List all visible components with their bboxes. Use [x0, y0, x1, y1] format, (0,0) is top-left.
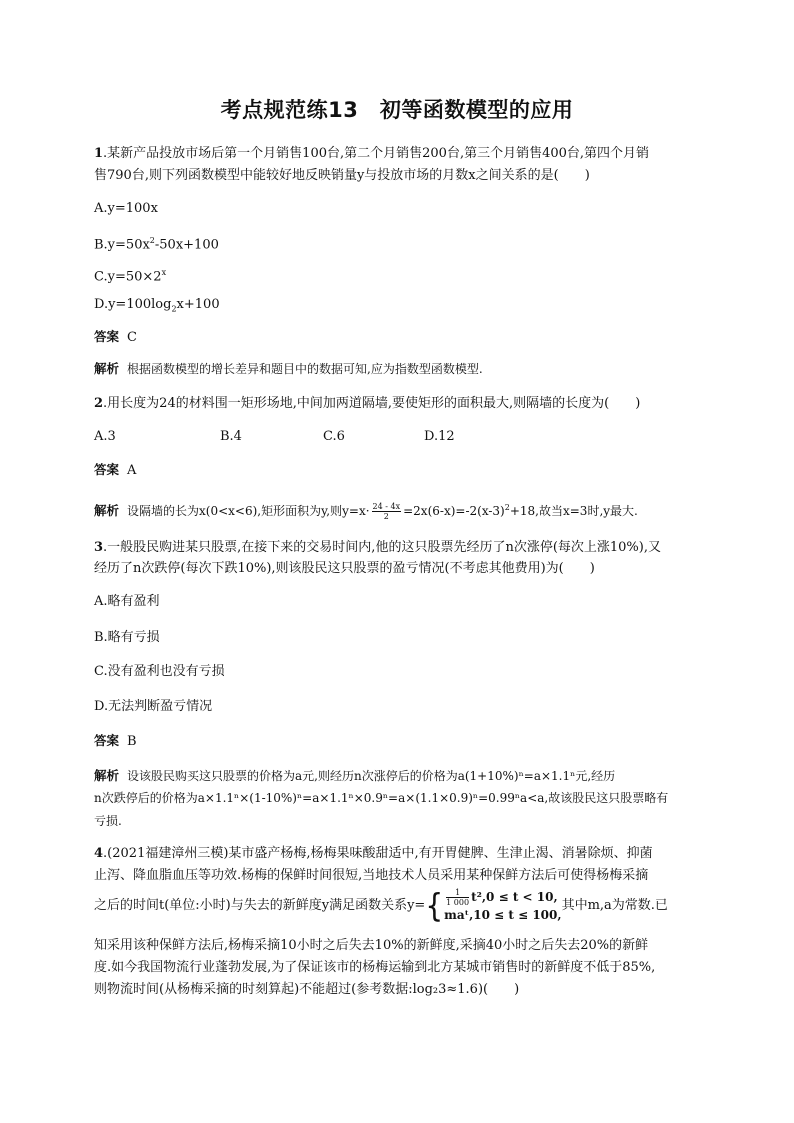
- question-3-line2: 经历了n次跌停(每次下跌10%),则该股民这只股票的盈亏情况(不考虑其他费用)为( ): [94, 561, 595, 576]
- question-4-line5: 度.如今我国物流行业蓬勃发展,为了保证该市的杨梅运输到北方某城市销售时的新鲜度不低于85%,: [94, 960, 656, 975]
- question-1-text: [94, 142, 704, 165]
- fraction: [372, 502, 402, 521]
- fraction-denominator: 2: [383, 512, 389, 521]
- q3-answer: [94, 729, 704, 753]
- q2-option-b: B.4: [220, 429, 242, 444]
- q1-option-c: [94, 261, 704, 288]
- q3-analysis-line1: [94, 764, 704, 788]
- q1-option-c-text: C.y=50×2: [94, 269, 162, 285]
- analysis-text: 设该股民购买这只股票的价格为a元,则经历n次涨停后的价格为a(1+10%)ⁿ=a×1.1ⁿ元,经历: [127, 769, 616, 783]
- analysis-text-mid: =2x(6-x)=-2(x-3): [403, 504, 505, 518]
- case-1-expression: t²,0 ≤ t < 10,: [471, 889, 558, 904]
- q2-option-d: D.12: [424, 429, 455, 444]
- q1-option-d-text: D.y=100log: [94, 297, 172, 312]
- q1-option-d: [94, 293, 704, 321]
- left-brace-icon: {: [425, 885, 444, 924]
- case-1: [444, 888, 561, 907]
- q1-analysis: [94, 357, 704, 381]
- question-3-line1: .一般股民购进某只股票,在接下来的交易时间内,他的这只股票先经历了n次涨停(每次上涨10%),又: [103, 540, 661, 555]
- question-number: 4: [94, 846, 104, 861]
- q1-option-d-rest: x+100: [176, 297, 220, 312]
- fraction-numerator: 24 - 4x: [372, 502, 401, 511]
- superscript: 2: [504, 503, 510, 512]
- question-4-line2: 止泻、降血脂血压等功效.杨梅的保鲜时间很短,当地技术人员采用某种保鲜方法后可使得杨梅采摘: [94, 868, 649, 883]
- q1-option-b-rest: -50x+100: [154, 237, 219, 253]
- question-1-line2: 售790台,则下列函数模型中能较好地反映销量y与投放市场的月数x之间关系的是( ): [94, 168, 590, 183]
- q1-option-b-text: B.y=50x: [94, 237, 150, 253]
- question-number: 1: [94, 146, 104, 161]
- question-4-line3-end: 其中m,a为常数.已: [561, 898, 668, 913]
- q2-option-a: A.3: [94, 429, 116, 444]
- question-2-line1: .用长度为24的材料围一矩形场地,中间加两道隔墙,要使矩形的面积最大,则隔墙的长度为( ): [103, 396, 641, 411]
- question-number: 3: [94, 540, 104, 555]
- fraction-denominator: 1 000: [446, 897, 470, 907]
- piecewise-function: [425, 885, 562, 924]
- fraction: [446, 888, 469, 907]
- q3-option-b: B.略有亏损: [94, 630, 160, 645]
- q2-analysis: [94, 496, 704, 523]
- analysis-text: 设隔墙的长为x(0<x<6),矩形面积为y,则y=x·: [127, 504, 370, 518]
- analysis-label: 解析: [94, 503, 120, 518]
- answer-label: 答案: [94, 733, 120, 748]
- analysis-text-end: +18,故当x=3时,y最大.: [509, 504, 638, 518]
- q1-answer: [94, 325, 704, 349]
- page-title: 考点规范练13 初等函数模型的应用: [220, 98, 574, 122]
- q2-answer: [94, 458, 704, 482]
- fraction-numerator: 1: [446, 888, 469, 898]
- analysis-label: 解析: [94, 768, 120, 783]
- superscript: x: [161, 268, 167, 277]
- subscript: 2: [171, 304, 177, 314]
- question-2-text: [94, 392, 704, 415]
- question-4-line3: [94, 886, 704, 926]
- question-number: 2: [94, 396, 104, 411]
- question-3-text: [94, 536, 704, 559]
- answer-value: A: [127, 463, 137, 478]
- question-4-text: [94, 842, 704, 865]
- question-4-line3-text: 之后的时间t(单位:小时)与失去的新鲜度y满足函数关系y=: [94, 898, 426, 913]
- superscript: 2: [149, 236, 155, 245]
- q3-option-d: D.无法判断盈亏情况: [94, 699, 213, 714]
- q1-option-a: A.y=100x: [94, 201, 158, 216]
- answer-value: C: [127, 330, 137, 345]
- piecewise-cases: [444, 888, 561, 924]
- question-4-line4: 知采用该种保鲜方法后,杨梅采摘10小时之后失去10%的新鲜度,采摘40小时之后失去20%的新鲜: [94, 938, 649, 953]
- question-4-line1: .(2021福建漳州三模)某市盛产杨梅,杨梅果味酸甜适中,有开胃健脾、生津止渴、消暑除烦、抑菌: [103, 846, 653, 861]
- case-2: maᵗ,10 ≤ t ≤ 100,: [444, 907, 562, 922]
- q3-option-a: A.略有盈利: [94, 594, 160, 609]
- analysis-label: 解析: [94, 361, 120, 376]
- answer-label: 答案: [94, 462, 120, 477]
- answer-value: B: [127, 734, 137, 749]
- q3-option-c: C.没有盈利也没有亏损: [94, 664, 225, 679]
- question-4-line6: 则物流时间(从杨梅采摘的时刻算起)不能超过(参考数据:log₂3≈1.6)( ): [94, 982, 520, 997]
- answer-label: 答案: [94, 329, 120, 344]
- analysis-text: 根据函数模型的增长差异和题目中的数据可知,应为指数型函数模型.: [127, 362, 483, 376]
- q2-option-c: C.6: [323, 429, 345, 444]
- question-1-line1: .某新产品投放市场后第一个月销售100台,第二个月销售200台,第三个月销售400台,第四个月销: [103, 146, 650, 161]
- q3-analysis-line3: 亏损.: [94, 814, 122, 828]
- q1-option-b: [94, 229, 704, 256]
- q3-analysis-line2: n次跌停后的价格为a×1.1ⁿ×(1-10%)ⁿ=a×1.1ⁿ×0.9ⁿ=a×(1.1×0.9)ⁿ=0.99ⁿa<a,故该股民这只股票略有: [94, 791, 669, 805]
